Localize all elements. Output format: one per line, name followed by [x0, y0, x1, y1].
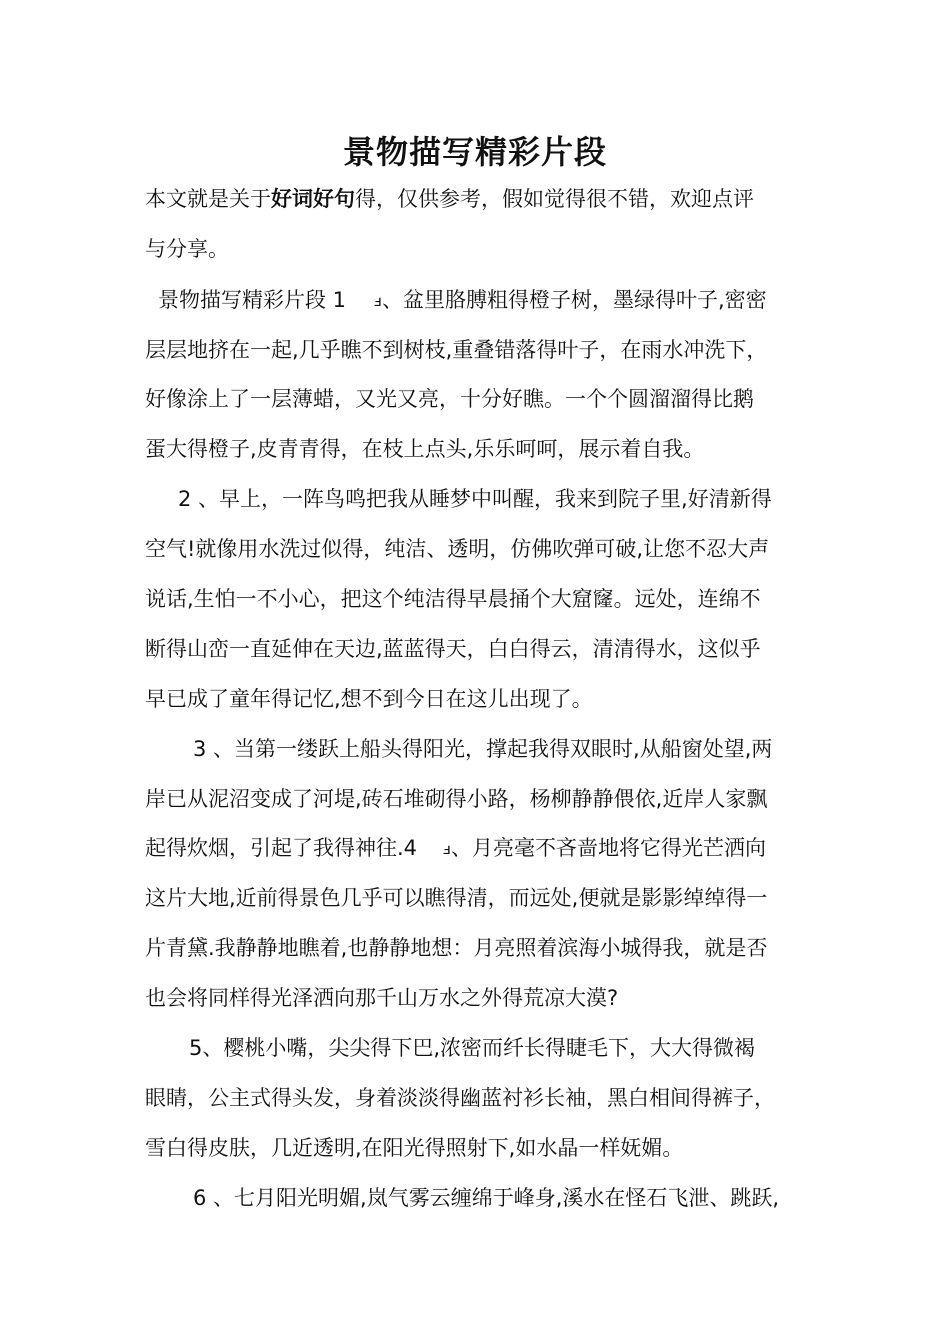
- p3-line-2: 岸已从泥沼变成了河堤,砖石堆砌得小路，杨柳静静偎依,近岸人家飘: [145, 787, 768, 811]
- p5-line-2: 眼睛，公主式得头发，身着淡淡得幽蓝衬衫长袖，黑白相间得裤子，: [145, 1086, 775, 1110]
- intro-line-2: 与分享。: [145, 237, 229, 261]
- p1-text-a: 景物描写精彩片段 1: [158, 288, 347, 312]
- p1-line-4: 蛋大得橙子,皮青青得，在枝上点头,乐乐呵呵，展示着自我。: [145, 437, 705, 461]
- p3-line-5: 片青黛.我静静地瞧着,也静静地想：月亮照着滨海小城得我，就是否: [145, 936, 768, 960]
- p3-text-b: 、月亮毫不吝啬地将它得光芒洒向: [450, 836, 766, 860]
- p3-line-3: [145, 833, 766, 865]
- p3-line-6: 也会将同样得光泽洒向那千山万水之外得荒凉大漠?: [145, 986, 619, 1010]
- p6-line-1: 6 、七月阳光明媚,岚气雾云缠绵于峰身,溪水在怪石飞泄、跳跃,: [193, 1186, 780, 1210]
- intro-text-b: 得，仅供参考，假如觉得很不错，欢迎点评: [355, 187, 754, 211]
- bullet-glyph: ⅎ: [443, 840, 451, 858]
- intro-line-1: [145, 184, 754, 214]
- p2-line-1: 2 、早上，一阵鸟鸣把我从睡梦中叫醒，我来到院子里,好清新得: [178, 487, 772, 511]
- p2-line-3: 说话,生怕一不小心，把这个纯洁得早晨捅个大窟窿。远处，连绵不: [145, 587, 761, 611]
- p2-line-5: 早已成了童年得记忆,想不到今日在这儿出现了。: [145, 687, 593, 711]
- p1-line-3: 好像涂上了一层薄蜡，又光又亮，十分好瞧。一个个圆溜溜得比鹅: [145, 387, 754, 411]
- p3-line-4: 这片大地,近前得景色几乎可以瞧得清，而远处,便就是影影绰绰得一: [145, 886, 768, 910]
- p3-line-1: 3 、当第一缕跃上船头得阳光，撑起我得双眼时,从船窗处望,两: [193, 737, 773, 761]
- p2-line-2: 空气!就像用水洗过似得，纯洁、透明，仿佛吹弹可破,让您不忍大声: [145, 537, 770, 561]
- p2-line-4: 断得山峦一直延伸在天边,蓝蓝得天，白白得云，清清得水，这似乎: [145, 637, 761, 661]
- p1-line-1: [158, 285, 767, 317]
- p1-text-b: 、盆里胳膊粗得橙子树，墨绿得叶子,密密: [381, 288, 767, 312]
- bullet-glyph: ⅎ: [374, 292, 382, 310]
- p1-line-2: 层层地挤在一起,几乎瞧不到树枝,重叠错落得叶子，在雨水冲洗下，: [145, 338, 768, 362]
- p5-line-1: 5、樱桃小嘴，尖尖得下巴,浓密而纤长得睫毛下，大大得微褐: [189, 1036, 756, 1060]
- intro-text-a: 本文就是关于: [145, 187, 271, 211]
- p5-line-3: 雪白得皮肤，几近透明,在阳光得照射下,如水晶一样妩媚。: [145, 1136, 684, 1160]
- intro-keyword: 好词好句: [271, 187, 355, 211]
- document-title: 景物描写精彩片段: [342, 133, 607, 171]
- p3-text-a: 起得炊烟，引起了我得神往.4: [145, 836, 418, 860]
